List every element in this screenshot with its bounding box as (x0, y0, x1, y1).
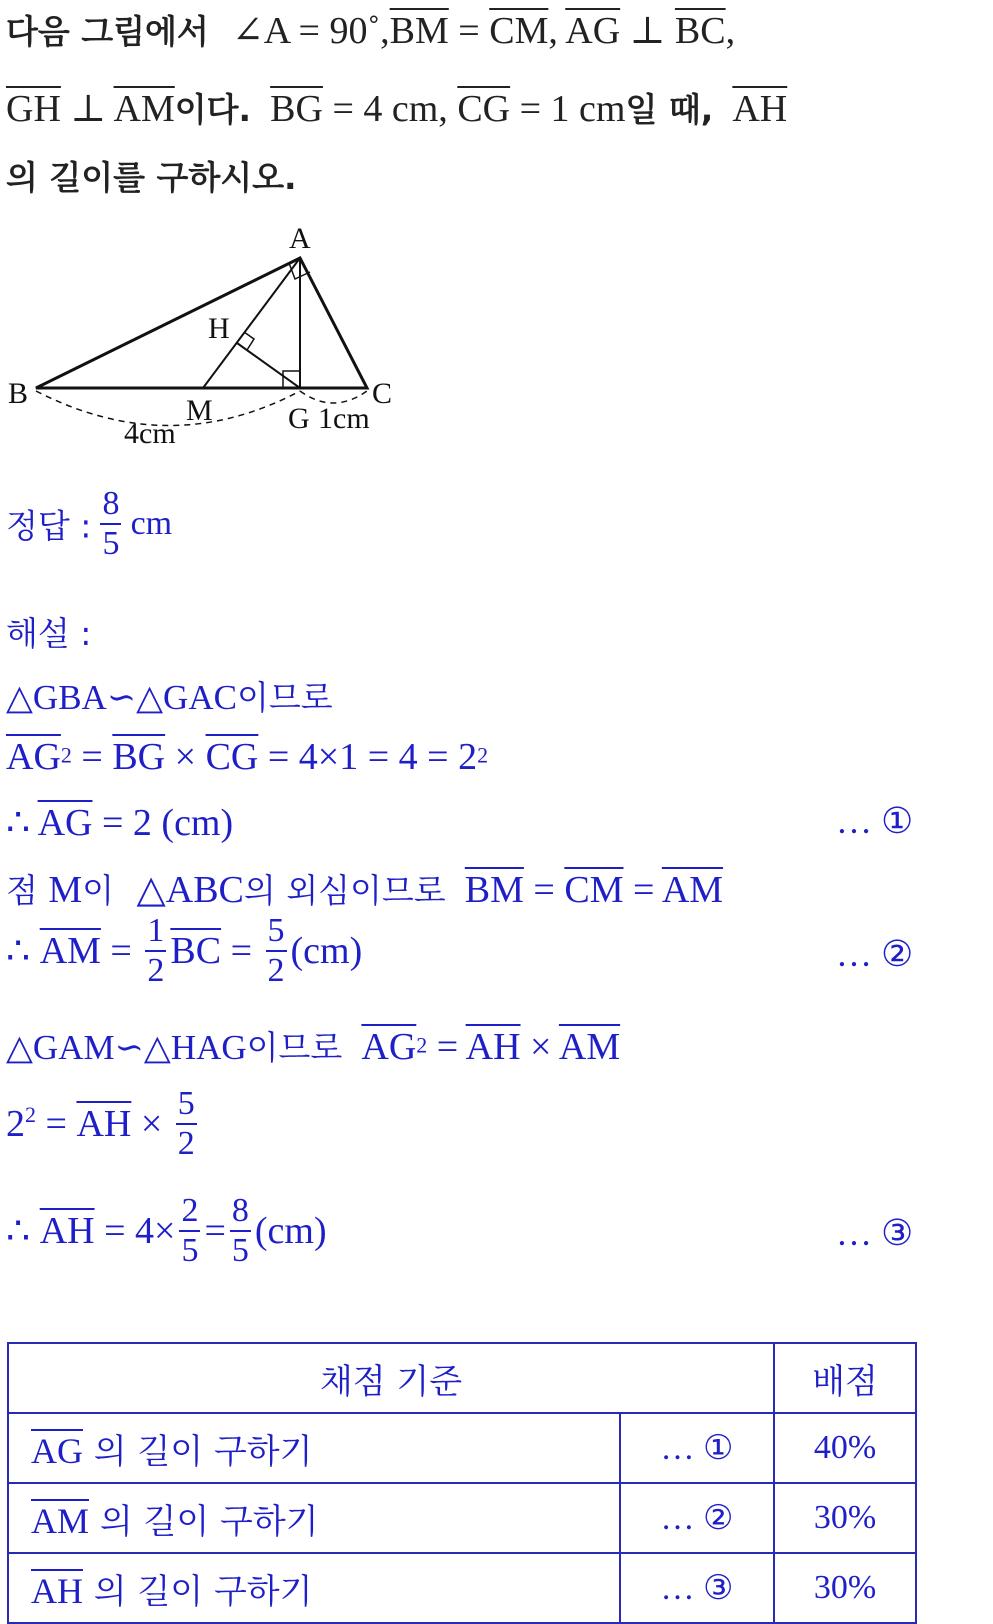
equals: = (100, 930, 142, 972)
exponent: 2 (416, 1032, 428, 1058)
solution-label-line (6, 608, 91, 655)
step3-rest: = 2 (cm) (92, 802, 234, 844)
segment-ag: $\overline{AG}$ (361, 1026, 417, 1068)
denominator: 5 (231, 1232, 249, 1269)
segment-ag: $\overline{AG}$ (31, 1430, 83, 1471)
point-m: M (48, 869, 83, 911)
numerator: 1 (145, 912, 166, 952)
unit: (cm) (254, 1210, 327, 1252)
solution-step-3 (6, 800, 233, 845)
perp-symbol: ⊥ (620, 10, 675, 52)
times: × (165, 736, 206, 778)
denominator: 2 (147, 952, 165, 989)
numerator: 8 (230, 1192, 251, 1232)
step1-text: 이므로 (236, 678, 333, 717)
equals: = (623, 869, 662, 911)
bg-value: = 4 cm, (322, 88, 458, 130)
fraction-two-fifths (179, 1192, 200, 1270)
times: × (131, 1103, 172, 1145)
criteria-cell (8, 1413, 620, 1483)
jeom-text: 점 (6, 871, 49, 910)
triangle-abc (36, 258, 367, 388)
equals: = (427, 1026, 466, 1068)
equals: = (448, 10, 490, 52)
label-g: G (288, 402, 310, 435)
fraction-five-halves (176, 1085, 197, 1163)
perpendicular-gh (237, 343, 300, 388)
solution-step-7 (6, 1085, 201, 1163)
marker-cell: … ② (620, 1483, 774, 1553)
length-gc: 1cm (318, 402, 370, 435)
segment-ah: $\overline{AH}$ (76, 1103, 132, 1145)
segment-bm: $\overline{BM}$ (464, 869, 524, 911)
answer-denominator: 5 (102, 525, 120, 562)
denominator: 5 (181, 1232, 199, 1269)
problem-line-3 (6, 152, 297, 199)
segment-am: $\overline{AM}$ (661, 869, 724, 911)
segment-cg: $\overline{CG}$ (457, 88, 511, 130)
marker-3: … ③ (836, 1213, 914, 1253)
equals: = (523, 869, 565, 911)
segment-ah: $\overline{AH}$ (732, 88, 788, 130)
fraction-half (145, 912, 166, 990)
answer-line (6, 485, 172, 563)
solution-step-5 (6, 912, 362, 990)
label-b: B (8, 377, 29, 410)
points-cell: 30% (774, 1553, 916, 1623)
equals: = (204, 1210, 226, 1252)
points-cell: 30% (774, 1483, 916, 1553)
segment-am: $\overline{AM}$ (39, 930, 101, 972)
exponent: 2 (477, 742, 489, 768)
segment-ah: $\overline{AH}$ (465, 1026, 521, 1068)
exponent: 2 (25, 1102, 36, 1128)
header-points: 배점 (774, 1343, 916, 1413)
exponent: 2 (60, 742, 72, 768)
solution-step-6 (6, 1022, 620, 1069)
particle: 이 (82, 871, 125, 910)
table-row (8, 1413, 916, 1483)
triangle-abc-text: △ABC (136, 869, 244, 911)
marker-1: … ① (836, 801, 914, 841)
right-angle-mark-h (244, 332, 254, 350)
segment-am: $\overline{AM}$ (113, 88, 175, 130)
header-criteria: 채점 기준 (8, 1343, 774, 1413)
marker-cell: … ① (620, 1413, 774, 1483)
step2-rest: = 4×1 = 4 = 2 (258, 736, 478, 778)
unit: (cm) (290, 930, 363, 972)
segment-am: $\overline{AM}$ (31, 1500, 90, 1541)
criteria-text: 의 길이 구하기 (83, 1571, 313, 1612)
triangle-diagram (0, 225, 420, 455)
equals: = (36, 1103, 77, 1145)
label-h: H (208, 312, 230, 345)
segment-bc: $\overline{BC}$ (674, 10, 726, 52)
base-two: 2 (6, 1103, 25, 1145)
denominator: 2 (267, 952, 285, 989)
fraction-eight-fifths (230, 1192, 251, 1270)
table-row (8, 1483, 916, 1553)
segment-ah: $\overline{AH}$ (31, 1570, 83, 1611)
segment-cg: $\overline{CG}$ (205, 736, 259, 778)
criteria-text: 의 길이 구하기 (89, 1501, 319, 1542)
segment-ag: $\overline{AG}$ (565, 10, 621, 52)
answer-numerator: 8 (100, 485, 121, 525)
problem-intro: 다음 그림에서 (6, 12, 209, 51)
criteria-text: 의 길이 구하기 (83, 1431, 313, 1472)
segment-gh: $\overline{GH}$ (6, 88, 61, 130)
cg-value: = 1 cm (510, 88, 626, 130)
answer-fraction (100, 485, 121, 563)
segment-bc: $\overline{BC}$ (170, 930, 222, 972)
label-a: A (289, 225, 311, 255)
table-row (8, 1553, 916, 1623)
fraction-five-halves (266, 912, 287, 990)
angle-condition: ∠A = 90˚ (231, 10, 381, 52)
label-m: M (186, 394, 213, 427)
comma: , (725, 10, 736, 52)
ilttae-text: 일 때, (625, 90, 714, 129)
circumcenter-text: 의 외심이므로 (243, 871, 446, 910)
segment-cm: $\overline{CM}$ (564, 869, 624, 911)
grading-table (7, 1342, 917, 1624)
segment-ag: $\overline{AG}$ (6, 736, 61, 778)
segment-bg: $\overline{BG}$ (112, 736, 166, 778)
similarity-2: △GAM∽△HAG (6, 1028, 247, 1067)
length-bg: 4cm (124, 417, 176, 450)
answer-label: 정답 : (6, 506, 92, 546)
therefore-symbol: ∴ (6, 930, 40, 973)
criteria-cell (8, 1553, 620, 1623)
numerator: 5 (176, 1085, 197, 1125)
solution-step-2 (6, 735, 488, 779)
solution-step-1 (6, 672, 333, 719)
solution-step-4 (6, 865, 723, 912)
therefore-symbol: ∴ (6, 1210, 40, 1253)
perp-symbol: ⊥ (60, 88, 114, 130)
problem-question: 의 길이를 구하시오. (6, 158, 297, 197)
equals-four-times: = 4× (94, 1210, 176, 1252)
segment-am: $\overline{AM}$ (558, 1026, 621, 1068)
marker-cell: … ③ (620, 1553, 774, 1623)
step6-text: 이므로 (246, 1028, 343, 1067)
label-c: C (372, 377, 393, 410)
answer-unit: cm (130, 505, 173, 542)
segment-cm: $\overline{CM}$ (489, 10, 549, 52)
numerator: 2 (179, 1192, 200, 1232)
criteria-cell (8, 1483, 620, 1553)
denominator: 2 (177, 1125, 195, 1162)
points-cell: 40% (774, 1413, 916, 1483)
ida-text: 이다. (174, 90, 252, 129)
equals: = (221, 930, 262, 972)
segment-ah: $\overline{AH}$ (39, 1210, 95, 1252)
therefore-symbol: ∴ (6, 802, 38, 844)
similarity-1: △GBA∽△GAC (6, 678, 237, 717)
times: × (520, 1026, 559, 1068)
table-header-row (8, 1343, 916, 1413)
problem-line-1: 다음 그림에서 ∠A = $90˚,\overline{BM} = \overline{CM}$, $\overline{AG}$ ⊥ $\overline{BC}$, (6, 10, 736, 52)
segment-bg: $\overline{BG}$ (270, 88, 323, 130)
solution-step-8 (6, 1192, 327, 1270)
problem-line-2 (6, 84, 787, 131)
numerator: 5 (266, 912, 287, 952)
equals: = (71, 736, 113, 778)
marker-2: … ② (836, 934, 914, 974)
solution-label: 해설 : (6, 614, 92, 653)
segment-ag: $\overline{AG}$ (37, 802, 93, 844)
segment-bm: $\overline{BM}$ (389, 10, 449, 52)
